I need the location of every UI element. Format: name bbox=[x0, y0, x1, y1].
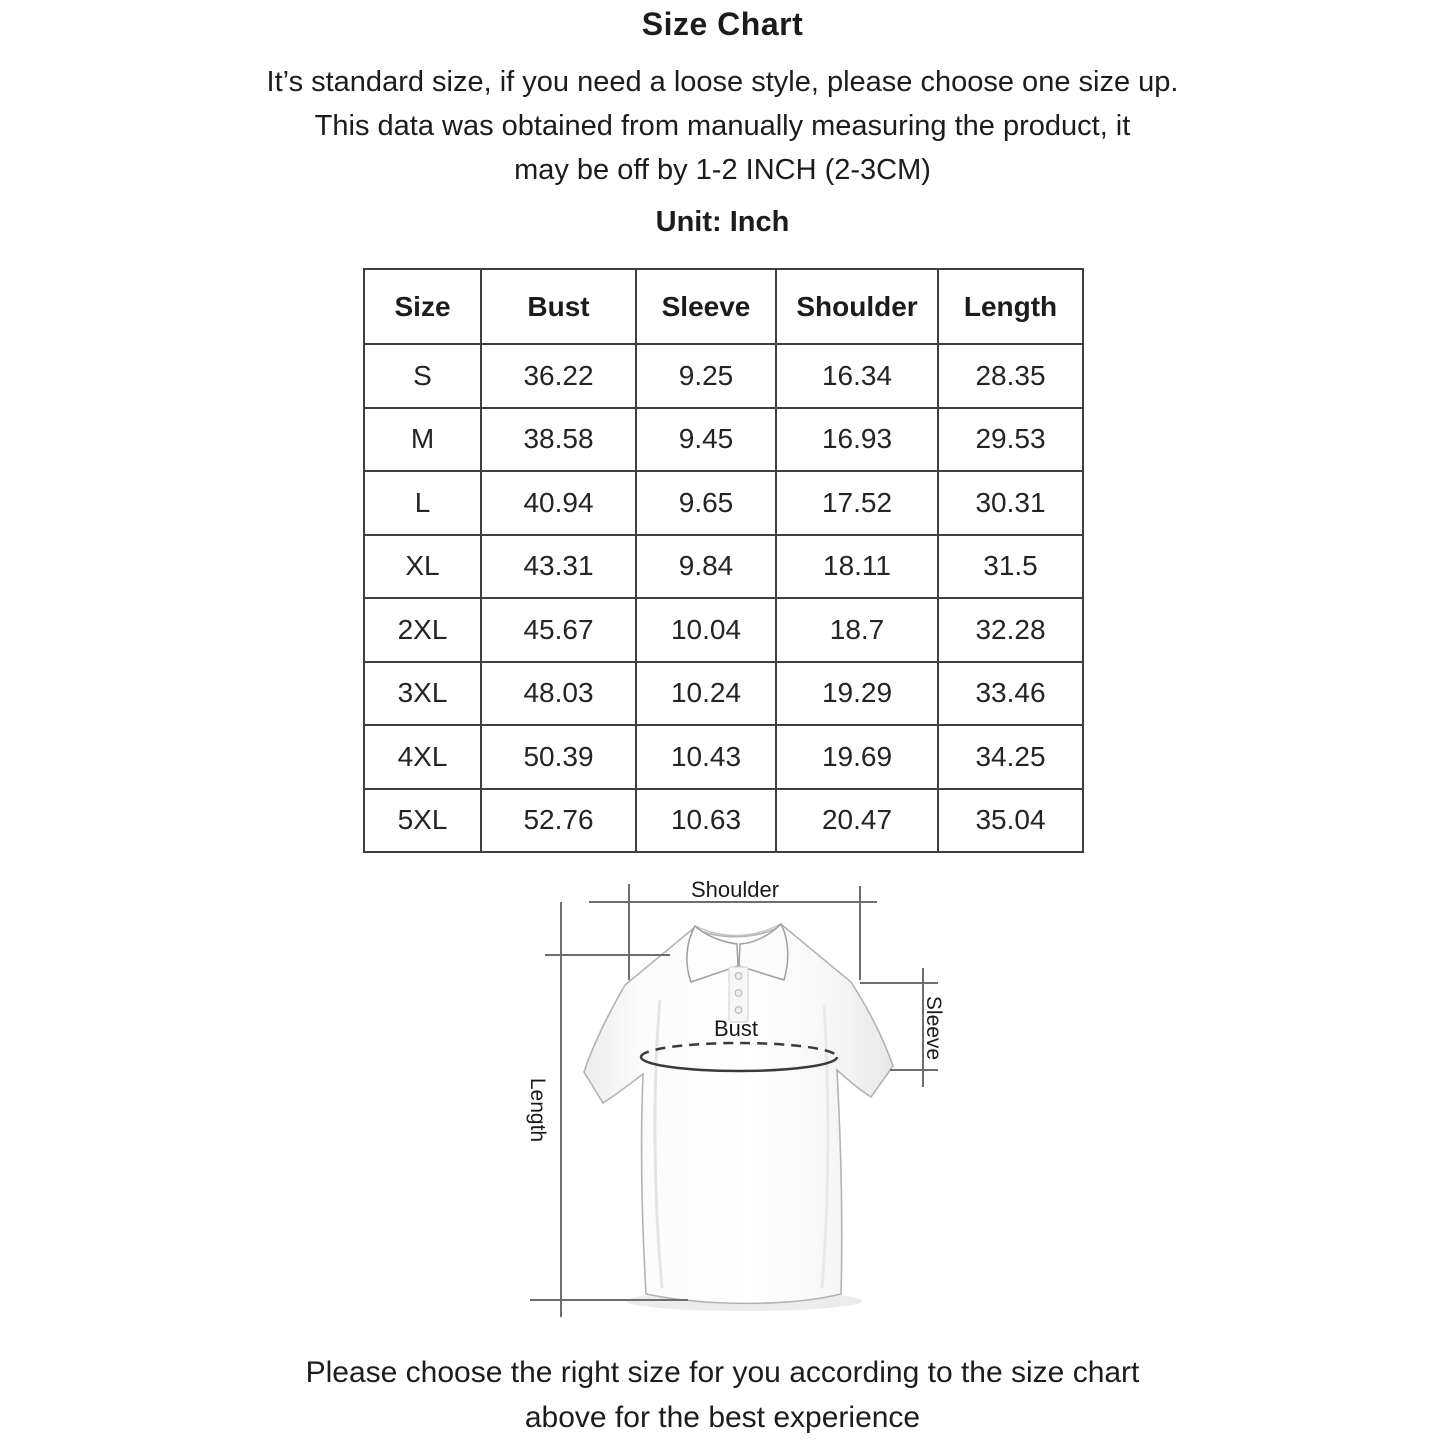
cell-size: 4XL bbox=[364, 725, 481, 789]
cell-bust: 43.31 bbox=[481, 535, 636, 599]
cell-shoulder: 18.7 bbox=[776, 598, 938, 662]
cell-sleeve: 9.65 bbox=[636, 471, 776, 535]
cell-length: 32.28 bbox=[938, 598, 1083, 662]
table-row-3xl bbox=[364, 662, 1083, 726]
size-note bbox=[0, 60, 1445, 192]
cell-size: M bbox=[364, 408, 481, 472]
cell-length: 30.31 bbox=[938, 471, 1083, 535]
cell-bust: 36.22 bbox=[481, 344, 636, 408]
button bbox=[735, 973, 742, 980]
cell-sleeve: 9.45 bbox=[636, 408, 776, 472]
cell-sleeve: 9.84 bbox=[636, 535, 776, 599]
footer-line-2: above for the best experience bbox=[524, 1401, 921, 1434]
col-header-bust: Bust bbox=[481, 269, 636, 344]
cell-bust: 50.39 bbox=[481, 725, 636, 789]
cell-sleeve: 9.25 bbox=[636, 344, 776, 408]
cell-bust: 52.76 bbox=[481, 789, 636, 853]
table-row-4xl bbox=[364, 725, 1083, 789]
cell-size: 5XL bbox=[364, 789, 481, 853]
col-header-sleeve: Sleeve bbox=[636, 269, 776, 344]
cell-shoulder: 17.52 bbox=[776, 471, 938, 535]
cell-length: 29.53 bbox=[938, 408, 1083, 472]
col-header-length: Length bbox=[938, 269, 1083, 344]
cell-sleeve: 10.63 bbox=[636, 789, 776, 853]
size-table-header-row bbox=[364, 269, 1083, 344]
cell-bust: 45.67 bbox=[481, 598, 636, 662]
size-note-line-1: It’s standard size, if you need a loose style, please choose one size up. bbox=[266, 66, 1179, 98]
size-table bbox=[363, 268, 1084, 853]
page-title: Size Chart bbox=[641, 6, 804, 42]
bust-label: Bust bbox=[713, 1016, 759, 1041]
cell-bust: 40.94 bbox=[481, 471, 636, 535]
col-header-shoulder: Shoulder bbox=[776, 269, 938, 344]
cell-sleeve: 10.43 bbox=[636, 725, 776, 789]
cell-shoulder: 19.29 bbox=[776, 662, 938, 726]
table-row-2xl bbox=[364, 598, 1083, 662]
table-row-l bbox=[364, 471, 1083, 535]
shirt-measurement-diagram bbox=[490, 865, 970, 1330]
cell-size: 3XL bbox=[364, 662, 481, 726]
cell-length: 28.35 bbox=[938, 344, 1083, 408]
table-row-5xl bbox=[364, 789, 1083, 853]
shoulder-label: Shoulder bbox=[690, 877, 780, 902]
cell-sleeve: 10.24 bbox=[636, 662, 776, 726]
size-note-line-3: may be off by 1-2 INCH (2-3CM) bbox=[514, 154, 931, 186]
cell-bust: 38.58 bbox=[481, 408, 636, 472]
cell-sleeve: 10.04 bbox=[636, 598, 776, 662]
cell-size: S bbox=[364, 344, 481, 408]
cell-shoulder: 19.69 bbox=[776, 725, 938, 789]
button bbox=[735, 1007, 742, 1014]
footer-line-1: Please choose the right size for you according to the size chart bbox=[305, 1356, 1140, 1389]
table-row-s bbox=[364, 344, 1083, 408]
length-label: Length bbox=[526, 1077, 549, 1143]
cell-size: L bbox=[364, 471, 481, 535]
cell-size: 2XL bbox=[364, 598, 481, 662]
col-header-size: Size bbox=[364, 269, 481, 344]
button bbox=[735, 990, 742, 997]
cell-length: 33.46 bbox=[938, 662, 1083, 726]
table-row-m bbox=[364, 408, 1083, 472]
cell-shoulder: 16.93 bbox=[776, 408, 938, 472]
cell-length: 35.04 bbox=[938, 789, 1083, 853]
cell-size: XL bbox=[364, 535, 481, 599]
cell-shoulder: 18.11 bbox=[776, 535, 938, 599]
size-note-line-2: This data was obtained from manually measuring the product, it bbox=[314, 110, 1131, 142]
table-row-xl bbox=[364, 535, 1083, 599]
cell-bust: 48.03 bbox=[481, 662, 636, 726]
cell-length: 31.5 bbox=[938, 535, 1083, 599]
cell-shoulder: 20.47 bbox=[776, 789, 938, 853]
unit-label: Unit: Inch bbox=[655, 206, 790, 238]
cell-shoulder: 16.34 bbox=[776, 344, 938, 408]
cell-length: 34.25 bbox=[938, 725, 1083, 789]
sleeve-label: Sleeve bbox=[922, 995, 945, 1061]
footer-note bbox=[0, 1350, 1445, 1440]
